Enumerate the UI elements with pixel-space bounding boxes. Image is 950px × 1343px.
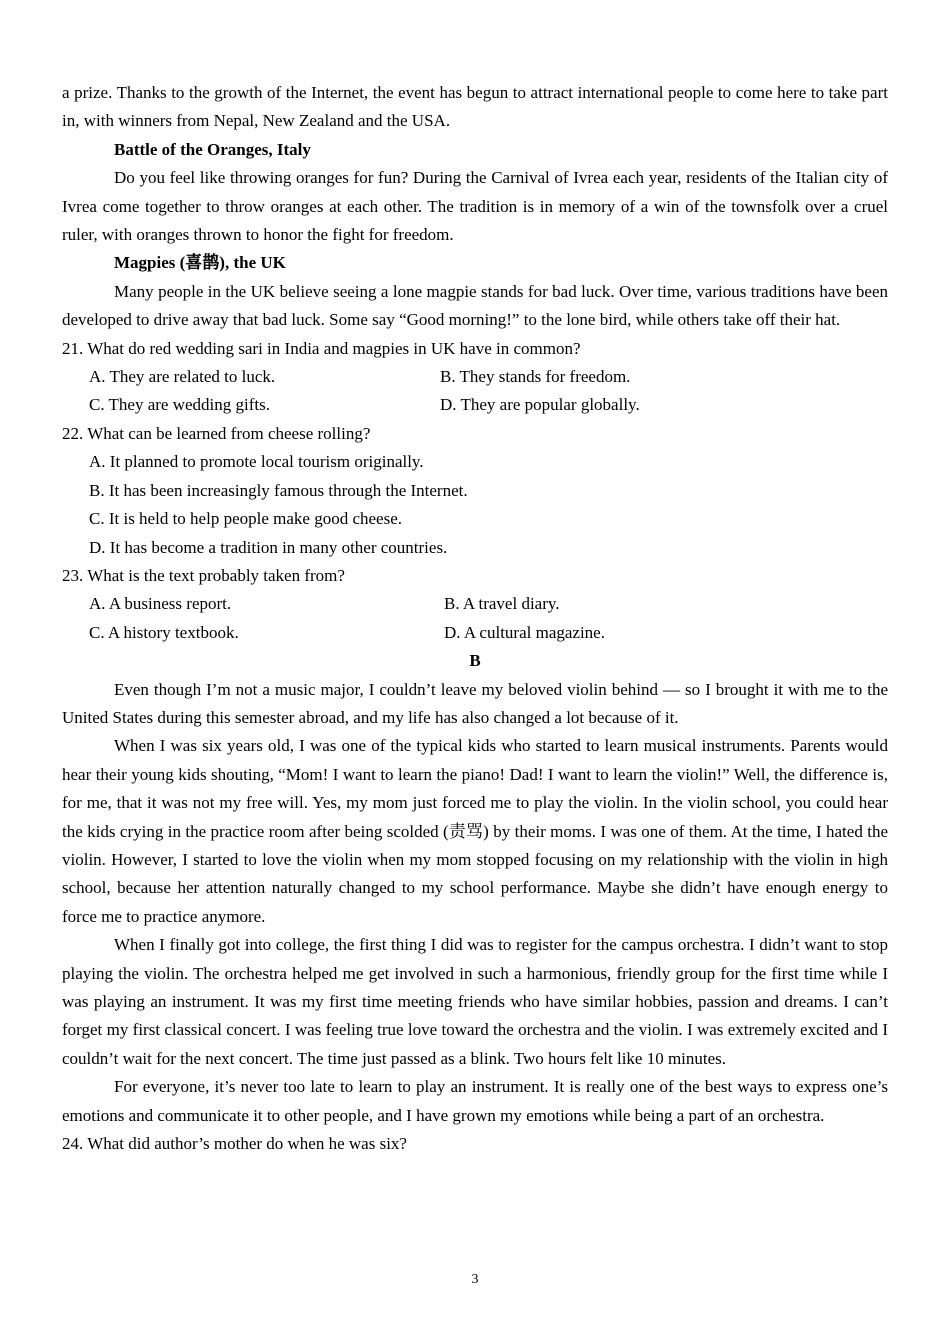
question-23-option-c[interactable]: C. A history textbook. [89,622,239,642]
document-page [62,79,888,1158]
section-b-paragraph-1: Even though I’m not a music major, I couldn’t leave my beloved violin behind — so I brought it with me to the United States during this semester abroad, and my life has also changed a lot because of it. [62,679,888,727]
question-22-stem: 22. What can be learned from cheese rolling? [62,423,371,443]
question-21-option-d[interactable]: D. They are popular globally. [440,395,640,415]
oranges-paragraph: Do you feel like throwing oranges for fun? During the Carnival of Ivrea each year, residents of the Italian city of Ivrea come together to throw oranges at each other. The tradition is in memory of a win of the townsfolk over a cruel ruler, with oranges thrown to honor the fight for freedom. [62,168,888,245]
question-22 [62,420,888,562]
question-23 [62,562,888,647]
question-22-option-c[interactable]: C. It is held to help people make good cheese. [89,509,402,529]
question-23-option-a[interactable]: A. A business report. [89,594,232,614]
question-22-option-d[interactable]: D. It has become a tradition in many other countries. [89,537,448,557]
question-21-stem: 21. What do red wedding sari in India and magpies in UK have in common? [62,338,581,358]
question-23-stem: 23. What is the text probably taken from? [62,565,345,585]
question-24-stem: 24. What did author’s mother do when he was six? [62,1134,407,1154]
magpies-paragraph: Many people in the UK believe seeing a lone magpie stands for bad luck. Over time, various traditions have been developed to drive away that bad luck. Some say “Good morning!” to the lone bird, while others take off their hat. [62,281,888,330]
page-number: 3 [471,1272,479,1287]
question-21-option-a[interactable]: A. They are related to luck. [89,367,276,387]
oranges-heading: Battle of the Oranges, Italy [114,139,311,159]
magpies-heading: Magpies (喜鹊), the UK [114,253,286,273]
question-21-option-c[interactable]: C. They are wedding gifts. [89,395,270,415]
question-21 [62,335,888,420]
section-b-heading: B [469,651,481,671]
section-a-intro-tail: a prize. Thanks to the growth of the Internet, the event has begun to attract international people to come here to take part in, with winners from Nepal, New Zealand and the USA. [62,83,888,131]
question-21-option-b[interactable]: B. They stands for freedom. [440,367,631,387]
question-22-option-a[interactable]: A. It planned to promote local tourism originally. [89,452,424,472]
question-22-option-b[interactable]: B. It has been increasingly famous through the Internet. [89,480,468,500]
question-23-option-b[interactable]: B. A travel diary. [444,594,560,614]
section-b-paragraph-3: When I finally got into college, the first thing I did was to register for the campus orchestra. I didn’t want to stop playing the violin. The orchestra helped me get involved in such a harmonious, friendly group for the first time while I was playing an instrument. It was my first time meeting friends who have similar hobbies, passion and dreams. I can’t forget my first classical concert. I was feeling true love toward the orchestra and the violin. I was extremely excited and I couldn’t wait for the next concert. The time just passed as a blink. Two hours felt like 10 minutes. [62,935,888,1068]
question-23-option-d[interactable]: D. A cultural magazine. [444,622,605,642]
section-b-paragraph-4: For everyone, it’s never too late to learn to play an instrument. It is really one of the best ways to express one’s emotions and communicate it to other people, and I have grown my emotions while being a part of an orchestra. [62,1077,888,1125]
section-b-paragraph-2: When I was six years old, I was one of the typical kids who started to learn musical instruments. Parents would hear their young kids shouting, “Mom! I want to learn the piano! Dad! I want to learn the violin!” Well, the difference is, for me, that it was not my free will. Yes, my mom just forced me to play the violin. In the violin school, you could hear the kids crying in the practice room after being scolded (责骂) by their moms. I was one of them. At the time, I hated the violin. However, I started to love the violin when my mom stopped focusing on my relationship with the violin in high school, because her attention naturally changed to my school performance. Maybe she didn’t have enough energy to force me to practice anymore. [62,736,888,926]
